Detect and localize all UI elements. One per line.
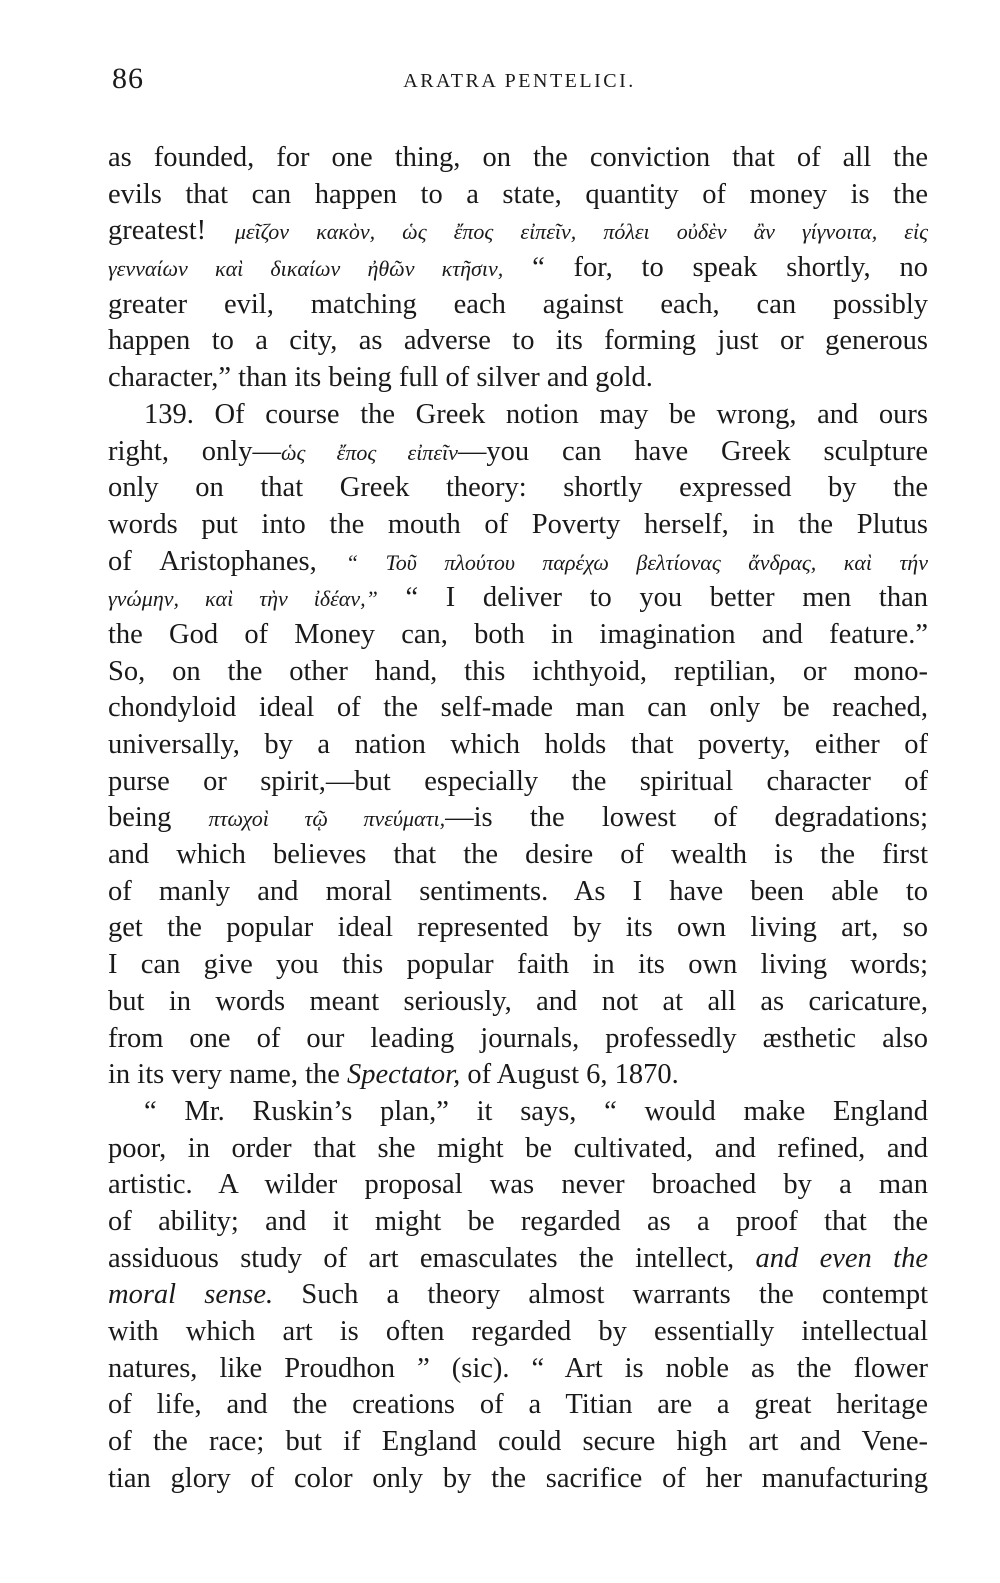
text-line: [108, 690, 928, 727]
line-text-before: assiduous study of art emasculates the intellect,: [108, 1242, 756, 1274]
line-text: as founded, for one thing, on the conviction that of all the: [108, 142, 928, 173]
text-line: [108, 984, 928, 1021]
text-line: [108, 397, 928, 434]
greek-quotation: πτωχοὶ τῷ πνεύματι,: [208, 806, 446, 832]
line-text-before: of Aristophanes,: [108, 545, 346, 577]
text-line: [108, 617, 928, 654]
line-text: chondyloid ideal of the self-made man can only be reached,: [108, 692, 928, 724]
text-line: [108, 874, 928, 911]
line-text: only on that Greek theory: shortly expressed by the: [108, 472, 928, 504]
greek-quotation: “ Τοῦ πλούτου παρέχω βελτίονας ἄνδρας, καὶ τήν: [345, 549, 928, 575]
line-text-before: right, only—: [108, 435, 281, 467]
page-header: [112, 62, 927, 102]
line-text: happen to a city, as adverse to its forming just or generous: [108, 325, 928, 357]
text-line: [108, 1021, 928, 1058]
italic-text: moral sense.: [108, 1279, 274, 1311]
line-text: words put into the mouth of Poverty herself, in the Plutus: [108, 508, 928, 540]
greek-quotation: ὡς ἔπος εἰπεῖν: [280, 439, 458, 465]
text-line: [108, 140, 928, 177]
text-line: [108, 1424, 928, 1461]
text-line: [108, 727, 928, 764]
line-text-before: in its very name, the: [108, 1059, 348, 1091]
text-line: [108, 800, 928, 837]
line-text: poor, in order that she might be cultivated, and refined, and: [108, 1132, 928, 1164]
text-line: [108, 764, 928, 801]
line-text: of manly and moral sentiments. As I have been able to: [108, 875, 928, 907]
text-line: [108, 654, 928, 691]
line-text: of life, and the creations of a Titian are a great heritage: [108, 1389, 928, 1421]
line-text-before: being: [108, 802, 209, 834]
greek-quotation: γνώμην, καὶ τὴν ἰδέαν,”: [108, 586, 378, 612]
line-text: greater evil, matching each against each, can possibly: [108, 288, 928, 320]
line-text: I can give you this popular faith in its own living words;: [108, 949, 928, 981]
line-text-before: greatest!: [108, 215, 235, 247]
text-line: [108, 1131, 928, 1168]
greek-quotation: γενναίων καὶ δικαίων ἠθῶν κτῆσιν,: [108, 256, 504, 282]
text-line: [108, 177, 928, 214]
italic-text: Spectator,: [347, 1059, 461, 1091]
text-line: [108, 910, 928, 947]
line-text-after: “ for, to speak shortly, no: [503, 252, 928, 284]
text-line: [108, 1167, 928, 1204]
line-text: universally, by a nation which holds that poverty, either of: [108, 729, 928, 760]
line-text: of ability; and it might be regarded as a proof that the: [108, 1205, 928, 1237]
italic-text: and even the: [755, 1242, 928, 1274]
line-text-after: —you can have Greek sculpture: [457, 435, 928, 467]
line-text: artistic. A wilder proposal was never broached by a man: [108, 1169, 928, 1201]
text-line: [108, 250, 928, 287]
text-line: [108, 213, 928, 250]
text-line: [108, 1461, 928, 1498]
text-line: [108, 470, 928, 507]
page-number: 86: [112, 62, 144, 95]
line-text-after: —is the lowest of degradations;: [445, 802, 928, 834]
line-text: purse or spirit,—but especially the spiritual character of: [108, 765, 928, 797]
text-line: [108, 1351, 928, 1388]
line-text: and which believes that the desire of wealth is the first: [108, 839, 928, 871]
greek-quotation: μεῖζον κακὸν, ὡς ἔπος εἰπεῖν, πόλει οὐδὲν ἂν γίγνοιτα, εἰς: [234, 219, 928, 245]
text-line: [108, 287, 928, 324]
line-text: character,” than its being full of silver and gold.: [108, 362, 653, 394]
text-line: [108, 1057, 928, 1094]
line-text: with which art is often regarded by essentially intellectual: [108, 1316, 928, 1347]
line-text: “ Mr. Ruskin’s plan,” it says, “ would make England: [144, 1095, 928, 1127]
text-line: [108, 434, 928, 471]
text-line: [108, 1241, 928, 1278]
text-line: [108, 947, 928, 984]
text-line: [108, 1204, 928, 1241]
text-line: [108, 544, 928, 581]
line-text: natures, like Proudhon ” (sic). “ Art is noble as the flower: [108, 1352, 928, 1384]
line-text: evils that can happen to a state, quantity of money is the: [108, 178, 928, 210]
line-text: tian glory of color only by the sacrifice of her manufacturing: [108, 1462, 928, 1494]
line-text: but in words meant seriously, and not at all as caricature,: [108, 985, 928, 1017]
text-line: [108, 1314, 928, 1351]
line-text: from one of our leading journals, professedly æsthetic also: [108, 1022, 928, 1054]
line-text-after: Such a theory almost warrants the contempt: [273, 1279, 928, 1311]
text-line: [108, 580, 928, 617]
text-line: [108, 1094, 928, 1131]
running-title: ARATRA PENTELICI.: [403, 70, 636, 92]
body-text: [108, 140, 928, 1497]
text-line: [108, 507, 928, 544]
line-text: the God of Money can, both in imagination and feature.”: [108, 618, 928, 650]
line-text-after: of August 6, 1870.: [460, 1059, 679, 1091]
line-text-after: “ I deliver to you better men than: [377, 582, 928, 614]
text-line: [108, 837, 928, 874]
line-text: of the race; but if England could secure high art and Vene-: [108, 1426, 928, 1458]
line-text: So, on the other hand, this ichthyoid, reptilian, or mono-: [108, 655, 928, 687]
text-line: [108, 1277, 928, 1314]
text-line: [108, 360, 928, 397]
line-text: get the popular ideal represented by its own living art, so: [108, 912, 928, 944]
line-text: 139. Of course the Greek notion may be wrong, and ours: [144, 398, 928, 430]
text-line: [108, 323, 928, 360]
text-line: [108, 1387, 928, 1424]
